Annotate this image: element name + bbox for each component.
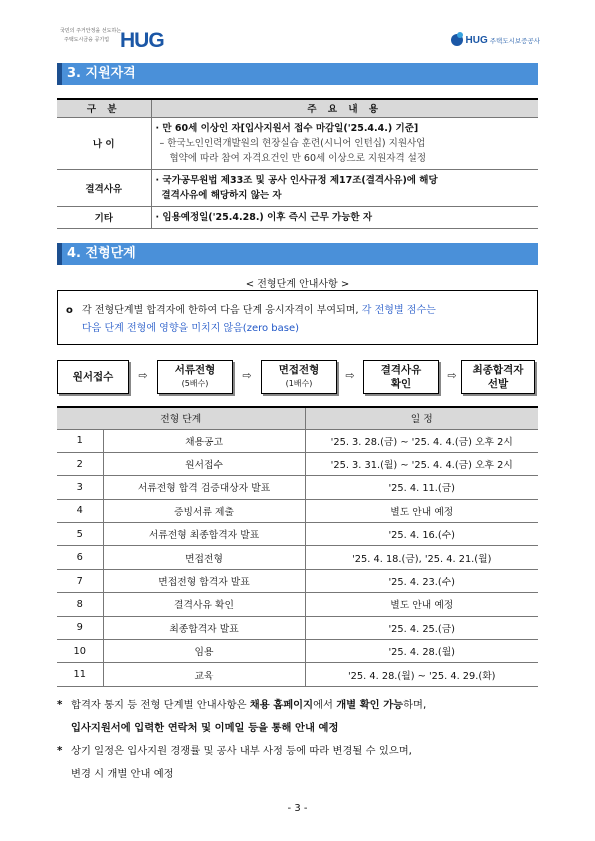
flow-step-disqualification-check <box>363 360 439 394</box>
row-date: '25. 3. 28.(금) ~ '25. 4. 4.(금) 오후 2시 <box>305 429 538 452</box>
schedule-header-date: 일 정 <box>305 407 538 429</box>
row-stage: 서류전형 합격 검증대상자 발표 <box>103 476 305 499</box>
arrow-right-icon: ⇨ <box>447 369 457 382</box>
row-number: 4 <box>57 499 103 522</box>
row-stage: 최종합격자 발표 <box>103 616 305 639</box>
logo-slogan-line1: 국민의 주거안정을 선도하는 <box>60 28 122 34</box>
row-number: 9 <box>57 616 103 639</box>
other-requirement: · 임용예정일('25.4.28.) 이후 즉시 근무 가능한 자 <box>151 206 538 228</box>
arrow-right-icon: ⇨ <box>242 369 252 382</box>
footnote-bold: 개별 확인 가능 <box>336 699 404 711</box>
table-row <box>57 429 538 452</box>
eligibility-header-category: 구 분 <box>57 99 151 117</box>
row-number: 6 <box>57 546 103 569</box>
row-date: '25. 4. 11.(금) <box>305 476 538 499</box>
asterisk-icon: * <box>57 745 63 757</box>
footnote-2-line1 <box>57 740 542 763</box>
flow-step-sub: 확인 <box>390 378 412 390</box>
eligibility-label: 결격사유 <box>57 169 151 206</box>
footnote-1-line2: 입사지원서에 입력한 연락처 및 이메일 등을 통해 안내 예정 <box>71 722 339 734</box>
selection-process-flow <box>57 360 538 396</box>
section-3-title: 3. 지원자격 <box>57 63 538 85</box>
hug-emblem-icon <box>451 34 463 46</box>
logo-wordmark: HUG <box>120 29 164 52</box>
row-number: 10 <box>57 640 103 663</box>
row-stage: 원서접수 <box>103 452 305 475</box>
table-row <box>57 452 538 475</box>
footnote-2 <box>57 740 542 786</box>
footnote-text: 합격자 통지 등 전형 단계별 안내사항은 <box>71 699 250 711</box>
arrow-right-icon: ⇨ <box>138 369 148 382</box>
eligibility-label: 나 이 <box>57 117 151 169</box>
row-stage: 임용 <box>103 640 305 663</box>
row-stage: 면접전형 <box>103 546 305 569</box>
logo-slogan-line2: 주택도시금융 공기업 <box>64 37 110 43</box>
notice-line2: 다음 단계 전형에 영향을 미치지 않음(zero base) <box>82 323 300 334</box>
row-date: '25. 4. 28.(월) <box>305 640 538 663</box>
row-stage: 결격사유 확인 <box>103 593 305 616</box>
hug-corporate-logo <box>451 34 540 46</box>
arrow-right-icon: ⇨ <box>345 369 355 382</box>
row-stage: 서류전형 최종합격자 발표 <box>103 523 305 546</box>
flow-step-sub: 선발 <box>487 378 509 390</box>
footnote-text: 에서 <box>313 699 337 711</box>
eligibility-label: 기타 <box>57 206 151 228</box>
row-number: 11 <box>57 663 103 686</box>
row-stage: 증빙서류 제출 <box>103 499 305 522</box>
eligibility-header-row <box>57 99 538 117</box>
table-row <box>57 640 538 663</box>
footnote-text: 하며, <box>403 699 427 711</box>
flow-step-label: 서류전형 <box>174 364 216 376</box>
corporate-name: 주택도시보증공사 <box>489 36 540 45</box>
table-row <box>57 476 538 499</box>
flow-step-label: 결격사유 <box>380 364 422 376</box>
eligibility-table <box>57 98 538 229</box>
notice-line1 <box>66 302 529 320</box>
flow-step-application <box>57 360 129 394</box>
eligibility-header-content: 주 요 내 용 <box>151 99 538 117</box>
row-date: '25. 4. 23.(수) <box>305 569 538 592</box>
schedule-header-stage: 전형 단계 <box>57 407 305 429</box>
row-date: '25. 4. 16.(수) <box>305 523 538 546</box>
notice-title: < 전형단계 안내사항 > <box>245 279 350 290</box>
notice-text-highlight: 각 전형별 점수는 <box>361 305 436 316</box>
disqualification-line2: 결격사유에 해당하지 않는 자 <box>161 189 282 201</box>
disqualification-line1: · 국가공무원법 제33조 및 공사 인사규정 제17조(결격사유)에 해당 <box>155 174 438 186</box>
table-row <box>57 546 538 569</box>
notice-text-a: 각 전형단계별 합격자에 한하여 다음 단계 응시자격이 부여되며, <box>82 305 362 316</box>
page-number: - 3 - <box>287 803 308 814</box>
row-number: 7 <box>57 569 103 592</box>
age-requirement: · 만 60세 이상인 자[입사지원서 접수 마감일('25.4.4.) 기준] <box>155 122 419 134</box>
eligibility-row-other <box>57 206 538 228</box>
flow-step-interview <box>261 360 337 394</box>
notice-box <box>57 290 538 345</box>
asterisk-icon: * <box>57 699 63 711</box>
eligibility-row-disqualification <box>57 169 538 206</box>
flow-step-label: 면접전형 <box>278 364 320 376</box>
table-row <box>57 499 538 522</box>
corporate-wordmark: HUG <box>465 34 488 46</box>
eligibility-row-age <box>57 117 538 169</box>
schedule-header-row <box>57 407 538 429</box>
row-date: 별도 안내 예정 <box>305 499 538 522</box>
row-date: '25. 3. 31.(월) ~ '25. 4. 4.(금) 오후 2시 <box>305 452 538 475</box>
row-number: 5 <box>57 523 103 546</box>
row-number: 8 <box>57 593 103 616</box>
row-date: '25. 4. 25.(금) <box>305 616 538 639</box>
table-row <box>57 663 538 686</box>
row-stage: 면접전형 합격자 발표 <box>103 569 305 592</box>
eligibility-content <box>151 117 538 169</box>
flow-step-sub: (5배수) <box>181 379 209 388</box>
flow-step-document-screening <box>157 360 233 394</box>
row-number: 3 <box>57 476 103 499</box>
row-number: 2 <box>57 452 103 475</box>
footnote-2-line2: 변경 시 개별 안내 예정 <box>71 768 174 780</box>
footnote-bold: 채용 홈페이지 <box>249 699 314 711</box>
row-date: '25. 4. 28.(월) ~ '25. 4. 29.(화) <box>305 663 538 686</box>
footnote-text: 상기 일정은 입사지원 경쟁률 및 공사 내부 사정 등에 따라 변경될 수 있으며, <box>71 745 412 757</box>
age-note-line1: – 한국노인인력개발원의 현장실습 훈련(시니어 인턴십) 지원사업 <box>159 137 426 149</box>
row-number: 1 <box>57 429 103 452</box>
section-4-title: 4. 전형단계 <box>57 243 538 265</box>
footnote-1 <box>57 694 542 740</box>
hug-slogan-logo <box>60 24 180 56</box>
flow-step-label: 원서접수 <box>72 371 114 383</box>
row-date: 별도 안내 예정 <box>305 593 538 616</box>
row-stage: 교육 <box>103 663 305 686</box>
eligibility-content <box>151 169 538 206</box>
table-row <box>57 593 538 616</box>
flow-step-label: 최종합격자 <box>472 364 524 376</box>
age-note-line2: 협약에 따라 참여 자격요건인 만 60세 이상으로 지원자격 설정 <box>169 152 426 164</box>
flow-step-final-selection <box>461 360 535 394</box>
table-row <box>57 616 538 639</box>
flow-step-sub: (1배수) <box>285 379 313 388</box>
row-date: '25. 4. 18.(금), '25. 4. 21.(월) <box>305 546 538 569</box>
footnote-1-line1 <box>57 694 542 717</box>
table-row <box>57 523 538 546</box>
bullet-icon: o <box>66 305 73 316</box>
row-stage: 채용공고 <box>103 429 305 452</box>
schedule-table <box>57 406 538 687</box>
page-header <box>60 24 540 56</box>
table-row <box>57 569 538 592</box>
